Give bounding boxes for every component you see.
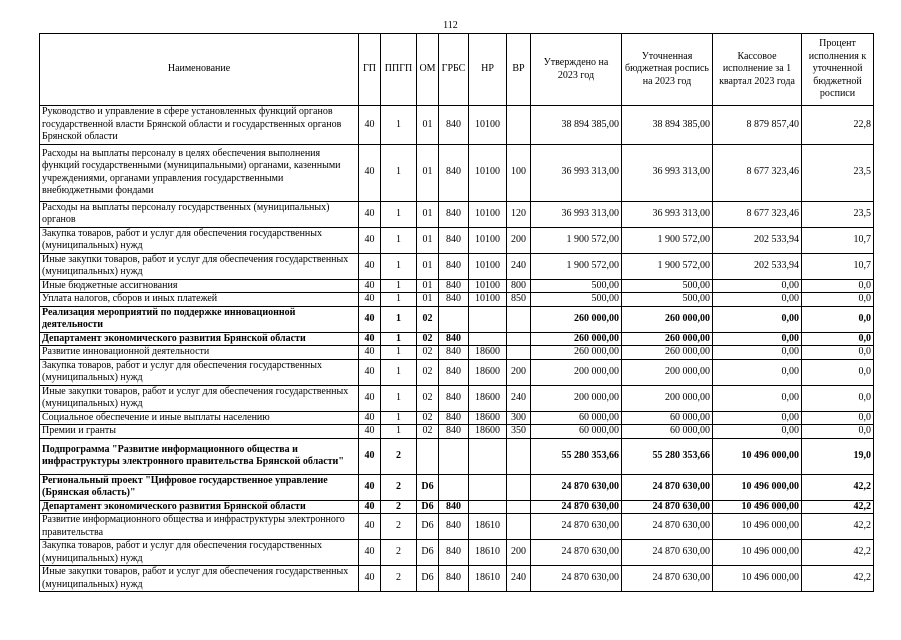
cell-grbs: 840 [439,566,469,592]
cell-ppgp: 1 [381,201,417,227]
cell-name: Социальное обеспечение и иные выплаты населению [40,411,359,425]
cell-om: 02 [417,332,439,346]
cell-gp: 40 [359,332,381,346]
cell-vr: 200 [507,227,531,253]
cell-approved: 55 280 353,66 [531,438,622,474]
cell-name: Реализация мероприятий по поддержке инновационной деятельности [40,306,359,332]
cell-cash: 10 496 000,00 [713,566,802,592]
cell-percent: 0,0 [802,306,874,332]
cell-grbs: 840 [439,253,469,279]
cell-ppgp: 1 [381,106,417,145]
cell-cash: 0,00 [713,425,802,439]
cell-ppgp: 2 [381,540,417,566]
cell-refined: 60 000,00 [622,411,713,425]
cell-ppgp: 2 [381,514,417,540]
cell-refined: 24 870 630,00 [622,514,713,540]
header-om: ОМ [417,34,439,106]
cell-percent: 0,0 [802,293,874,307]
cell-approved: 36 993 313,00 [531,201,622,227]
cell-vr: 200 [507,359,531,385]
cell-cash: 10 496 000,00 [713,514,802,540]
cell-cash: 0,00 [713,346,802,360]
cell-grbs: 840 [439,293,469,307]
cell-approved: 36 993 313,00 [531,144,622,201]
cell-vr [507,514,531,540]
cell-name: Департамент экономического развития Брянской области [40,332,359,346]
cell-percent: 42,2 [802,540,874,566]
cell-np: 10100 [469,227,507,253]
cell-cash: 10 496 000,00 [713,540,802,566]
table-row [40,346,874,360]
cell-percent: 22,8 [802,106,874,145]
cell-gp: 40 [359,144,381,201]
table-row [40,385,874,411]
cell-gp: 40 [359,201,381,227]
cell-cash: 10 496 000,00 [713,474,802,500]
cell-cash: 0,00 [713,306,802,332]
cell-approved: 260 000,00 [531,332,622,346]
cell-name: Руководство и управление в сфере установленных функций органов государственной власти Брянской области и государственных органов Брянской области [40,106,359,145]
cell-gp: 40 [359,359,381,385]
cell-grbs: 840 [439,425,469,439]
cell-name: Иные закупки товаров, работ и услуг для обеспечения государственных (муниципальных) нужд [40,253,359,279]
cell-grbs: 840 [439,500,469,514]
cell-np [469,306,507,332]
cell-ppgp: 1 [381,306,417,332]
cell-om: 01 [417,279,439,293]
cell-grbs: 840 [439,514,469,540]
cell-percent: 0,0 [802,385,874,411]
cell-ppgp: 2 [381,566,417,592]
cell-vr: 350 [507,425,531,439]
cell-percent: 0,0 [802,411,874,425]
cell-gp: 40 [359,106,381,145]
cell-approved: 500,00 [531,293,622,307]
table-body [40,106,874,592]
cell-vr [507,474,531,500]
cell-vr [507,438,531,474]
cell-om: 01 [417,106,439,145]
cell-np [469,474,507,500]
cell-approved: 24 870 630,00 [531,474,622,500]
cell-approved: 1 900 572,00 [531,227,622,253]
table-row [40,293,874,307]
cell-name: Развитие инновационной деятельности [40,346,359,360]
cell-cash: 8 677 323,46 [713,201,802,227]
cell-om: D6 [417,514,439,540]
page-number: 112 [443,20,458,31]
cell-approved: 60 000,00 [531,425,622,439]
cell-refined: 36 993 313,00 [622,144,713,201]
cell-approved: 38 894 385,00 [531,106,622,145]
cell-vr [507,306,531,332]
cell-vr: 100 [507,144,531,201]
header-grbs: ГРБС [439,34,469,106]
table-row [40,201,874,227]
cell-np: 10100 [469,201,507,227]
cell-gp: 40 [359,411,381,425]
cell-cash: 0,00 [713,279,802,293]
cell-percent: 10,7 [802,227,874,253]
cell-cash: 202 533,94 [713,227,802,253]
cell-grbs: 840 [439,106,469,145]
cell-np: 18600 [469,425,507,439]
cell-vr: 200 [507,540,531,566]
table-header-row [40,34,874,106]
cell-grbs: 840 [439,411,469,425]
cell-refined: 38 894 385,00 [622,106,713,145]
cell-om: 01 [417,253,439,279]
cell-name: Уплата налогов, сборов и иных платежей [40,293,359,307]
cell-grbs: 840 [439,359,469,385]
cell-om: 02 [417,359,439,385]
cell-percent: 42,2 [802,500,874,514]
cell-om: 02 [417,385,439,411]
cell-approved: 24 870 630,00 [531,540,622,566]
cell-vr [507,500,531,514]
table-row [40,332,874,346]
cell-np: 18600 [469,359,507,385]
table-row [40,144,874,201]
cell-approved: 24 870 630,00 [531,500,622,514]
cell-grbs [439,474,469,500]
cell-om: 02 [417,346,439,360]
cell-np: 10100 [469,293,507,307]
cell-om: 01 [417,144,439,201]
cell-ppgp: 1 [381,385,417,411]
header-approved: Утверждено на 2023 год [531,34,622,106]
cell-grbs: 840 [439,279,469,293]
cell-name: Закупка товаров, работ и услуг для обеспечения государственных (муниципальных) нужд [40,540,359,566]
cell-om [417,438,439,474]
cell-om: 01 [417,227,439,253]
cell-refined: 500,00 [622,293,713,307]
cell-vr [507,332,531,346]
cell-percent: 10,7 [802,253,874,279]
cell-gp: 40 [359,346,381,360]
cell-vr: 800 [507,279,531,293]
cell-name: Закупка товаров, работ и услуг для обеспечения государственных (муниципальных) нужд [40,227,359,253]
cell-om: 01 [417,293,439,307]
table-row [40,438,874,474]
cell-cash: 0,00 [713,293,802,307]
cell-percent: 0,0 [802,359,874,385]
cell-cash: 0,00 [713,332,802,346]
cell-om: D6 [417,474,439,500]
cell-vr: 300 [507,411,531,425]
cell-name: Иные закупки товаров, работ и услуг для обеспечения государственных (муниципальных) нужд [40,385,359,411]
cell-refined: 260 000,00 [622,306,713,332]
cell-ppgp: 1 [381,332,417,346]
cell-vr: 240 [507,253,531,279]
cell-refined: 200 000,00 [622,359,713,385]
cell-grbs: 840 [439,346,469,360]
cell-cash: 10 496 000,00 [713,500,802,514]
cell-refined: 60 000,00 [622,425,713,439]
cell-np: 10100 [469,253,507,279]
cell-om: 01 [417,201,439,227]
header-percent: Процент исполнения к уточненной бюджетной росписи [802,34,874,106]
cell-gp: 40 [359,474,381,500]
cell-cash: 8 677 323,46 [713,144,802,201]
cell-approved: 200 000,00 [531,385,622,411]
cell-percent: 42,2 [802,514,874,540]
cell-approved: 24 870 630,00 [531,514,622,540]
cell-percent: 42,2 [802,474,874,500]
cell-ppgp: 1 [381,144,417,201]
cell-refined: 24 870 630,00 [622,566,713,592]
cell-ppgp: 1 [381,293,417,307]
header-name: Наименование [40,34,359,106]
cell-name: Департамент экономического развития Брянской области [40,500,359,514]
cell-refined: 500,00 [622,279,713,293]
cell-approved: 1 900 572,00 [531,253,622,279]
cell-percent: 0,0 [802,332,874,346]
cell-np: 18610 [469,514,507,540]
cell-refined: 24 870 630,00 [622,540,713,566]
cell-approved: 500,00 [531,279,622,293]
cell-ppgp: 1 [381,227,417,253]
cell-ppgp: 1 [381,279,417,293]
cell-vr: 120 [507,201,531,227]
cell-np: 18610 [469,540,507,566]
cell-percent: 0,0 [802,425,874,439]
cell-ppgp: 1 [381,346,417,360]
cell-vr [507,106,531,145]
header-cash: Кассовое исполнение за 1 квартал 2023 года [713,34,802,106]
cell-percent: 42,2 [802,566,874,592]
cell-np [469,438,507,474]
cell-grbs: 840 [439,385,469,411]
cell-grbs: 840 [439,540,469,566]
cell-gp: 40 [359,385,381,411]
table-row [40,411,874,425]
table-row [40,279,874,293]
cell-approved: 60 000,00 [531,411,622,425]
cell-name: Расходы на выплаты персоналу в целях обеспечения выполнения функций государственными (муниципальными) органами, казенными учреждениями, органами управления государственными внебюджетными фондами [40,144,359,201]
cell-refined: 1 900 572,00 [622,227,713,253]
table-row [40,500,874,514]
cell-name: Подпрограмма "Развитие информационного общества и инфраструктуры электронного правительства Брянской области" [40,438,359,474]
cell-cash: 0,00 [713,359,802,385]
table-row [40,474,874,500]
table-row [40,540,874,566]
cell-name: Иные закупки товаров, работ и услуг для обеспечения государственных (муниципальных) нужд [40,566,359,592]
cell-np: 18600 [469,385,507,411]
cell-name: Развитие информационного общества и инфраструктуры электронного правительства [40,514,359,540]
cell-cash: 8 879 857,40 [713,106,802,145]
cell-gp: 40 [359,306,381,332]
header-np: НР [469,34,507,106]
cell-cash: 0,00 [713,385,802,411]
header-refined: Уточненная бюджетная роспись на 2023 год [622,34,713,106]
header-vr: ВР [507,34,531,106]
cell-om: D6 [417,540,439,566]
cell-ppgp: 2 [381,500,417,514]
cell-ppgp: 2 [381,438,417,474]
cell-percent: 0,0 [802,346,874,360]
cell-name: Закупка товаров, работ и услуг для обеспечения государственных (муниципальных) нужд [40,359,359,385]
cell-cash: 202 533,94 [713,253,802,279]
cell-name: Премии и гранты [40,425,359,439]
cell-name: Региональный проект "Цифровое государственное управление (Брянская область)" [40,474,359,500]
cell-gp: 40 [359,293,381,307]
cell-approved: 260 000,00 [531,346,622,360]
cell-approved: 24 870 630,00 [531,566,622,592]
cell-refined: 55 280 353,66 [622,438,713,474]
cell-grbs [439,306,469,332]
cell-gp: 40 [359,279,381,293]
cell-ppgp: 1 [381,411,417,425]
cell-cash: 10 496 000,00 [713,438,802,474]
cell-grbs [439,438,469,474]
cell-om: 02 [417,306,439,332]
cell-approved: 200 000,00 [531,359,622,385]
cell-np [469,332,507,346]
cell-om: 02 [417,425,439,439]
header-gp: ГП [359,34,381,106]
cell-np: 18600 [469,411,507,425]
cell-grbs: 840 [439,144,469,201]
table-row [40,514,874,540]
cell-np: 10100 [469,144,507,201]
cell-np [469,500,507,514]
cell-np: 10100 [469,106,507,145]
header-ppgp: ППГП [381,34,417,106]
cell-grbs: 840 [439,201,469,227]
cell-ppgp: 1 [381,425,417,439]
cell-gp: 40 [359,425,381,439]
cell-gp: 40 [359,514,381,540]
cell-ppgp: 1 [381,359,417,385]
cell-gp: 40 [359,540,381,566]
cell-refined: 24 870 630,00 [622,500,713,514]
table-row [40,106,874,145]
cell-cash: 0,00 [713,411,802,425]
cell-percent: 23,5 [802,144,874,201]
cell-refined: 36 993 313,00 [622,201,713,227]
table-row [40,425,874,439]
cell-refined: 260 000,00 [622,346,713,360]
cell-om: 02 [417,411,439,425]
table-row [40,227,874,253]
cell-grbs: 840 [439,332,469,346]
cell-refined: 200 000,00 [622,385,713,411]
cell-name: Расходы на выплаты персоналу государственных (муниципальных) органов [40,201,359,227]
cell-vr: 240 [507,566,531,592]
table-row [40,566,874,592]
table-row [40,253,874,279]
cell-om: D6 [417,566,439,592]
cell-gp: 40 [359,438,381,474]
cell-vr [507,346,531,360]
cell-ppgp: 1 [381,253,417,279]
cell-percent: 19,0 [802,438,874,474]
cell-approved: 260 000,00 [531,306,622,332]
cell-refined: 260 000,00 [622,332,713,346]
cell-refined: 1 900 572,00 [622,253,713,279]
cell-om: D6 [417,500,439,514]
cell-gp: 40 [359,227,381,253]
cell-gp: 40 [359,566,381,592]
cell-np: 10100 [469,279,507,293]
cell-vr: 850 [507,293,531,307]
cell-vr: 240 [507,385,531,411]
cell-np: 18610 [469,566,507,592]
cell-grbs: 840 [439,227,469,253]
cell-np: 18600 [469,346,507,360]
budget-execution-table [39,33,874,592]
table-row [40,359,874,385]
cell-ppgp: 2 [381,474,417,500]
cell-gp: 40 [359,253,381,279]
table-row [40,306,874,332]
cell-refined: 24 870 630,00 [622,474,713,500]
cell-percent: 23,5 [802,201,874,227]
cell-name: Иные бюджетные ассигнования [40,279,359,293]
cell-gp: 40 [359,500,381,514]
cell-percent: 0,0 [802,279,874,293]
